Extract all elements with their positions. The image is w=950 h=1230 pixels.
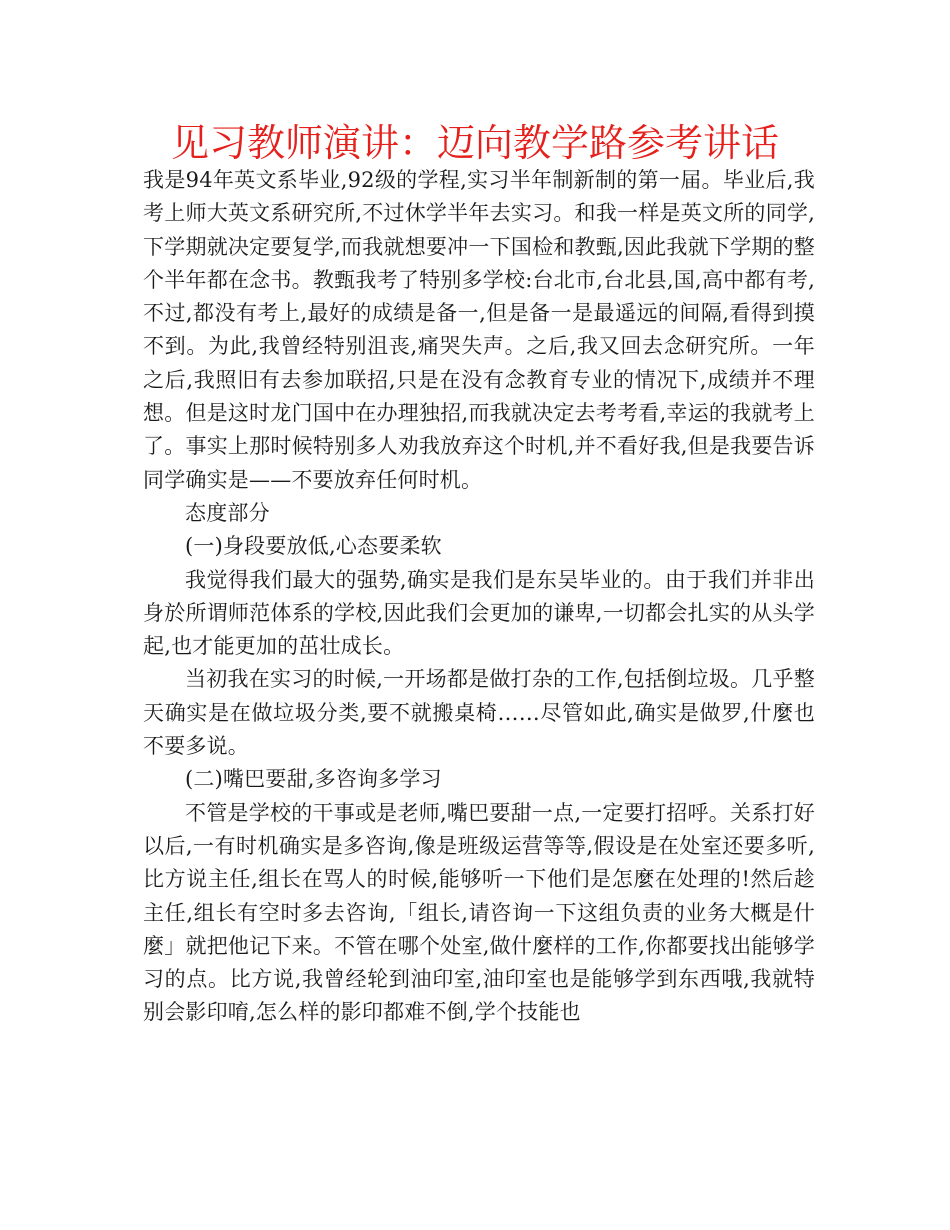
paragraph-intro: 我是94年英文系毕业,92级的学程,实习半年制新制的第一届。毕业后,我考上师大英文系研究所,不过休学半年去实习。和我一样是英文所的同学,下学期就决定要复学,而我就想要冲一下国检和教甄,因此我就下学期的整个半年都在念书。教甄我考了特别多学校:台北市,台北县,国,高中都有考,不过,都没有考上,最好的成绩是备一,但是备一是最遥远的间隔,看得到摸不到。为此,我曾经特别沮丧,痛哭失声。之后,我又回去念研究所。一年之后,我照旧有去参加联招,只是在没有念教育专业的情况下,成绩并不理想。但是这时龙门国中在办理独招,而我就决定去考考看,幸运的我就考上了。事实上那时候特别多人劝我放弃这个时机,并不看好我,但是我要告诉同学确实是——不要放弃任何时机。: [143, 168, 815, 492]
subheading-humble: (一)身段要放低,心态要柔软: [185, 534, 442, 559]
paragraph-internship: 当初我在实习的时候,一开场都是做打杂的工作,包括倒垃圾。几乎整天确实是在做垃圾分类,要不就搬桌椅……尽管如此,确实是做罗,什麼也不要多说。: [143, 667, 815, 759]
section-heading-attitude: 态度部分: [185, 500, 270, 525]
paragraph-relationships: 不管是学校的干事或是老师,嘴巴要甜一点,一定要打招呼。关系打好以后,一有时机确实是多咨询,像是班级运营等等,假设是在处室还要多听,比方说主任,组长在骂人的时候,能够听一下他们是怎麼在处理的!然后趁主任,组长有空时多去咨询,「组长,请咨询一下这组负责的业务大概是什麼」就把他记下来。不管在哪个处室,做什麼样的工作,你都要找出能够学习的点。比方说,我曾经轮到油印室,油印室也是能够学到东西哦,我就特别会影印唷,怎么样的影印都难不倒,学个技能也: [143, 800, 815, 1025]
paragraph-advantage: 我觉得我们最大的强势,确实是我们是东吴毕业的。由于我们并非出身於所谓师范体系的学校,因此我们会更加的谦卑,一切都会扎实的从头学起,也才能更加的茁壮成长。: [143, 567, 815, 659]
subheading-ask-more: (二)嘴巴要甜,多咨询多学习: [185, 767, 442, 792]
document-title: 见习教师演讲：迈向教学路参考讲话: [170, 121, 779, 165]
document-body: [143, 164, 815, 1030]
